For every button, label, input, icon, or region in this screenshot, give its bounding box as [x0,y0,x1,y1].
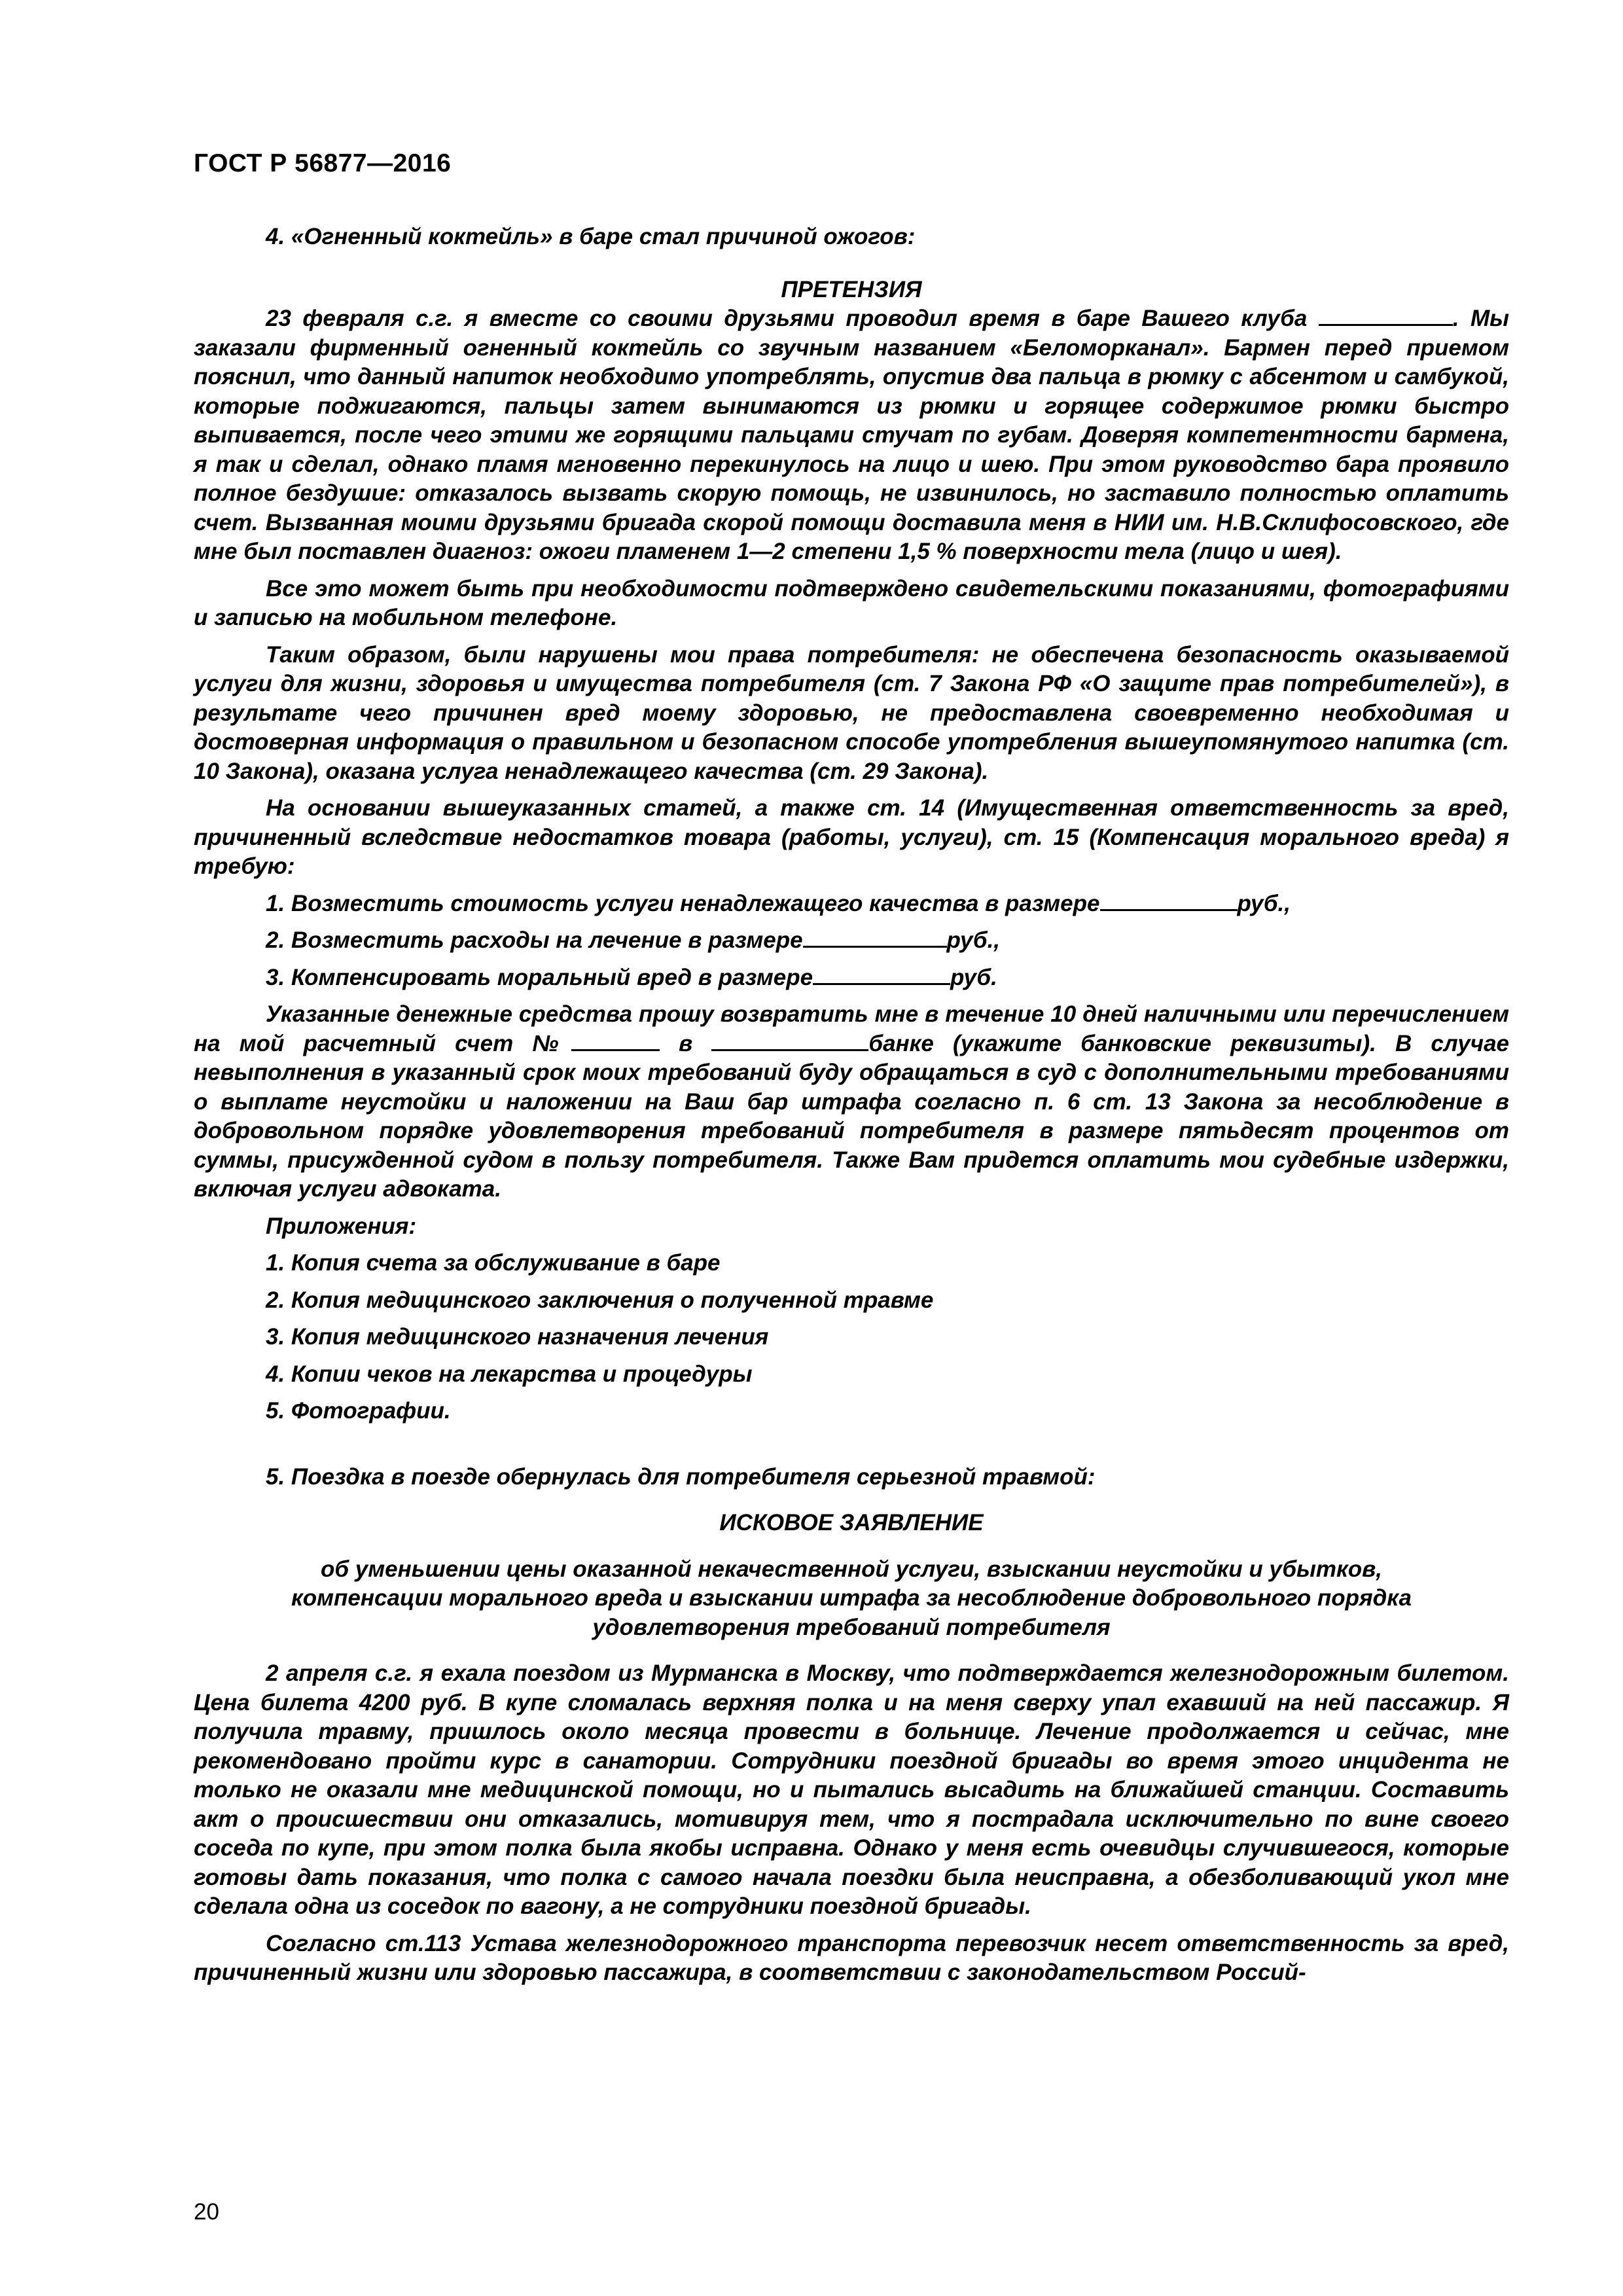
standard-header: ГОСТ Р 56877—2016 [194,149,452,177]
lawsuit-subtitle-line-3: удовлетворения требований потребителя [592,1614,1111,1640]
claim-p5-mid: в [659,1030,712,1056]
demand-3-blank [813,963,950,985]
club-name-blank [1319,304,1453,326]
claim-p1-rest: . Мы заказали фирменный огненный коктейль со звучным названием «Беломорканал». Бармен перед приемом пояснил, что данный напиток необходимо употреблять, опустив два пальца в рюмку с абсентом и самбукой, которые поджигаются, пальцы затем вынимаются из рюмки и горящее содержимое рюмки быстро выпивается, после чего этими же горящими пальцами стучат по губам. Доверяя компетентности бармена, я так и сделал, однако пламя мгновенно перекинулось на лицо и шею. При этом руководство бара проявило полное бездушие: отказалось вызвать скорую помощь, не извинилось, но заставило полностью оплатить счет. Вызванная моими друзьями бригада скорой помощи доставила меня в НИИ им. Н.В.Склифосовского, где мне был поставлен диагноз: ожоги пламенем 1—2 степени 1,5 % поверхности тела (лицо и шея). [194,306,1509,564]
attachment-item: 4. Копии чеков на лекарства и процедуры [266,1361,753,1387]
demand-1-text: 1. Возместить стоимость услуги ненадлежащего качества в размере [266,890,1100,916]
claim-p5-rest: банке (укажите банковские реквизиты). В случае невыполнения в указанный срок моих требований буду обращаться в суд с дополнительными требованиями о выплате неустойки и наложении на Ваш бар штрафа согласно п. 6 ст. 13 Закона за несоблюдение в добровольном порядке удовлетворения требований потребителя в размере пятьдесят процентов от суммы, присужденной судом в пользу потребителя. Также Вам придется оплатить мои судебные издержки, включая услуги адвоката. [194,1030,1509,1202]
lawsuit-subtitle-line-2: компенсации морального вреда и взыскании штрафа за несоблюдение добровольного порядка [291,1585,1412,1611]
attachment-item: 1. Копия счета за обслуживание в баре [266,1250,721,1276]
lawsuit-paragraph-1: 2 апреля с.г. я ехала поездом из Мурманска в Москву, что подтверждается железнодорожным билетом. Цена билета 4200 руб. В купе сломалась верхняя полка и на меня сверху упал ехавший на ней пассажир. Я получила травму, пришлось около месяца провести в больнице. Лечение продолжается и сейчас, мне рекомендовано пройти курс в санатории. Сотрудники поездной бригады во время этого инцидента не только не оказали мне медицинской помощи, но и пытались высадить на ближайшей станции. Составить акт о происшествии они отказались, мотивируя тем, что я пострадала исключительно по вине своего соседа по купе, при этом полка была якобы исправна. Однако у меня есть очевидцы случившегося, которые готовы дать показания, что полка с самого начала поездки была неисправна, а обезболивающий укол мне сделала одна из соседок по вагону, а не сотрудники поездной бригады. [194,1660,1509,1919]
claim-paragraph-1 [194,304,1509,567]
section-4-intro: 4. «Огненный коктейль» в баре стал причиной ожогов: [266,224,916,249]
demand-2-blank [803,926,947,948]
attachment-item: 2. Копия медицинского заключения о полученной травме [266,1287,934,1313]
bank-name-blank [711,1030,868,1051]
demand-1 [194,889,1509,919]
claim-title: ПРЕТЕНЗИЯ [781,276,922,302]
demand-1-unit: руб., [1237,890,1291,916]
demand-1-blank [1100,889,1238,911]
lawsuit-paragraph-2: Согласно ст.113 Устава железнодорожного транспорта перевозчик несет ответственность за вред, причиненный жизни или здоровью пассажира, в соответствии с законодательством Россий- [194,1930,1509,1985]
account-number-blank [571,1030,660,1051]
demand-2 [194,926,1509,956]
lawsuit-subtitle-line-1: об уменьшении цены оказанной некачественной услуги, взыскании неустойки и убытков, [321,1556,1382,1582]
claim-paragraph-3: Таким образом, были нарушены мои права потребителя: не обеспечена безопасность оказываемой услуги для жизни, здоровья и имущества потребителя (ст. 7 Закона РФ «О защите прав потребителей»), в результате чего причинен вред моему здоровью, не предоставлена своевременно необходимая и достоверная информация о правильном и безопасном способе употребления вышеупомянутого напитка (ст. 10 Закона), оказана услуга ненадлежащего качества (ст. 29 Закона). [194,641,1509,784]
demand-3-unit: руб. [950,964,997,990]
page-number: 20 [194,2199,219,2225]
claim-paragraph-5 [194,1000,1509,1204]
demand-3 [194,963,1509,993]
claim-p1-start: 23 февраля с.г. я вместе со своими друзьями проводил время в баре Вашего клуба [266,306,1308,331]
section-5-intro: 5. Поездка в поезде обернулась для потребителя серьезной травмой: [266,1463,1096,1490]
attachment-item: 3. Копия медицинского назначения лечения [266,1324,769,1350]
attachment-item: 5. Фотографии. [266,1398,451,1424]
demand-2-unit: руб., [946,927,1001,953]
claim-p5-start: Указанные денежные средства прошу возвратить мне в течение 10 дней наличными или перечислением на мой расчетный счет № [194,1001,1509,1056]
demand-2-text: 2. Возместить расходы на лечение в размере [266,927,803,953]
attachments-label: Приложения: [266,1213,417,1239]
demand-3-text: 3. Компенсировать моральный вред в размере [266,964,813,990]
document-body [194,223,1509,1988]
lawsuit-title: ИСКОВОЕ ЗАЯВЛЕНИЕ [719,1510,984,1535]
claim-paragraph-4: На основании вышеуказанных статей, а также ст. 14 (Имущественная ответственность за вред, причиненный вследствие недостатков товара (работы, услуги), ст. 15 (Компенсация морального вреда) я требую: [194,795,1509,879]
claim-paragraph-2: Все это может быть при необходимости подтверждено свидетельскими показаниями, фотографиями и записью на мобильном телефоне. [194,575,1509,630]
